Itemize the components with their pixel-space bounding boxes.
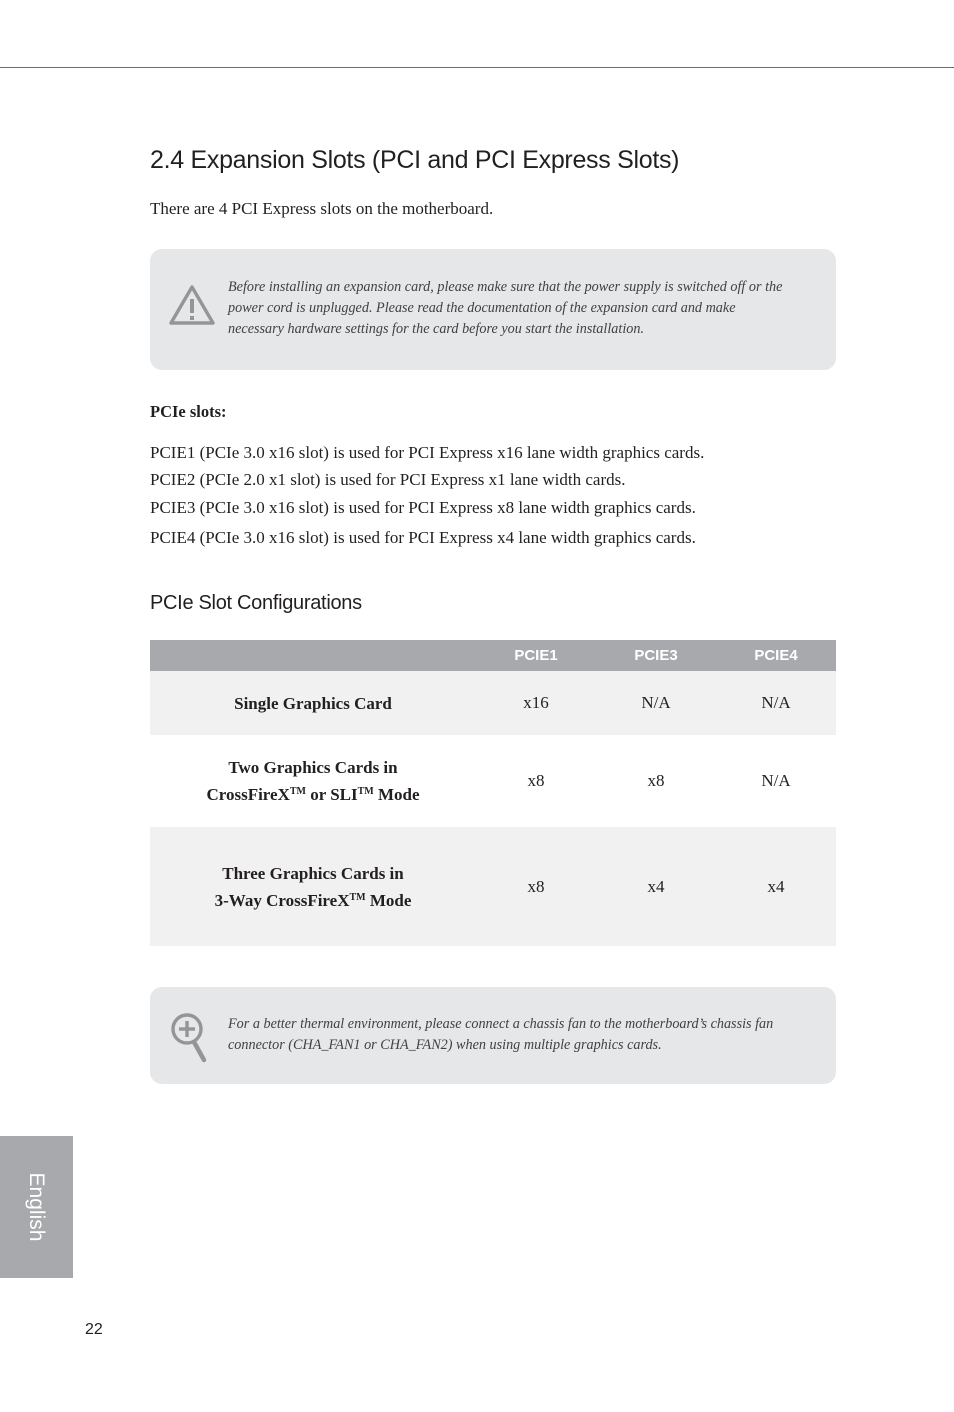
- row-label-line: [206, 781, 419, 808]
- table-cell: N/A: [641, 693, 671, 712]
- language-side-tab: [0, 1136, 73, 1278]
- page-number: 22: [85, 1321, 103, 1338]
- column-header: PCIE4: [754, 647, 798, 664]
- row-label: [150, 735, 476, 827]
- pcie-slot-line: PCIE3 (PCIe 3.0 x16 slot) is used for PCI Express x8 lane width graphics cards.: [150, 498, 696, 517]
- tip-note-text: For a better thermal environment, please connect a chassis fan to the motherboard’s chassis fan connector (CHA_FAN1 or CHA_FAN2) when using multiple graphics cards.: [228, 1016, 774, 1053]
- section-title: 2.4 Expansion Slots (PCI and PCI Express Slots): [150, 146, 680, 174]
- row-label-text: Mode: [373, 785, 420, 804]
- warning-triangle-icon: [168, 284, 216, 326]
- tip-note: [150, 987, 836, 1084]
- trademark-mark: TM: [289, 786, 306, 797]
- row-label-line: Single Graphics Card: [234, 693, 392, 713]
- pcie-slot-line: PCIE1 (PCIe 3.0 x16 slot) is used for PCI Express x16 lane width graphics cards.: [150, 443, 705, 462]
- intro-text: There are 4 PCI Express slots on the motherboard.: [150, 199, 494, 218]
- table-cell: x4: [647, 876, 665, 896]
- table-row: [150, 827, 836, 946]
- row-label-line: Three Graphics Cards in: [222, 863, 404, 883]
- trademark-mark: TM: [357, 786, 374, 797]
- table-cell: x8: [527, 876, 545, 896]
- row-label: [150, 827, 476, 946]
- trademark-mark: TM: [349, 891, 366, 903]
- header-rule: [0, 67, 954, 68]
- pcie-config-table: [150, 640, 836, 946]
- table-cell: x8: [527, 771, 545, 790]
- table-row: [150, 735, 836, 827]
- row-label-line: [215, 887, 412, 914]
- warning-note: [150, 249, 836, 370]
- language-label: English: [25, 1172, 48, 1242]
- row-label-line: Two Graphics Cards in: [228, 758, 398, 777]
- row-label-text: CrossFireX: [206, 785, 290, 804]
- table-row: [150, 671, 836, 735]
- row-label: [150, 671, 476, 735]
- table-title: PCIe Slot Configurations: [150, 592, 362, 614]
- table-header-row: [150, 640, 836, 671]
- column-header: PCIE3: [634, 647, 678, 664]
- table-cell: x4: [767, 876, 785, 896]
- pcie-slot-line: PCIE4 (PCIe 3.0 x16 slot) is used for PCI Express x4 lane width graphics cards.: [150, 528, 696, 547]
- table-cell: N/A: [761, 693, 791, 712]
- row-label-text: or SLI: [305, 785, 358, 804]
- warning-note-text: Before installing an expansion card, please make sure that the power supply is switched off or the power cord is unplugged. Please read the documentation of the expansion card and make necessary hardware settings for the card before you start the installation.: [228, 279, 783, 337]
- table-cell: N/A: [761, 771, 791, 790]
- table-cell: x16: [523, 693, 549, 712]
- column-header: PCIE1: [514, 647, 558, 664]
- table-cell: x8: [647, 771, 665, 790]
- magnifier-plus-icon: [168, 1012, 210, 1064]
- row-label-text: Mode: [365, 890, 412, 910]
- row-label-text: 3-Way CrossFireX: [214, 890, 350, 910]
- pcie-slot-line: PCIE2 (PCIe 2.0 x1 slot) is used for PCI Express x1 lane width cards.: [150, 470, 626, 489]
- pcie-slots-heading: PCIe slots:: [150, 402, 227, 421]
